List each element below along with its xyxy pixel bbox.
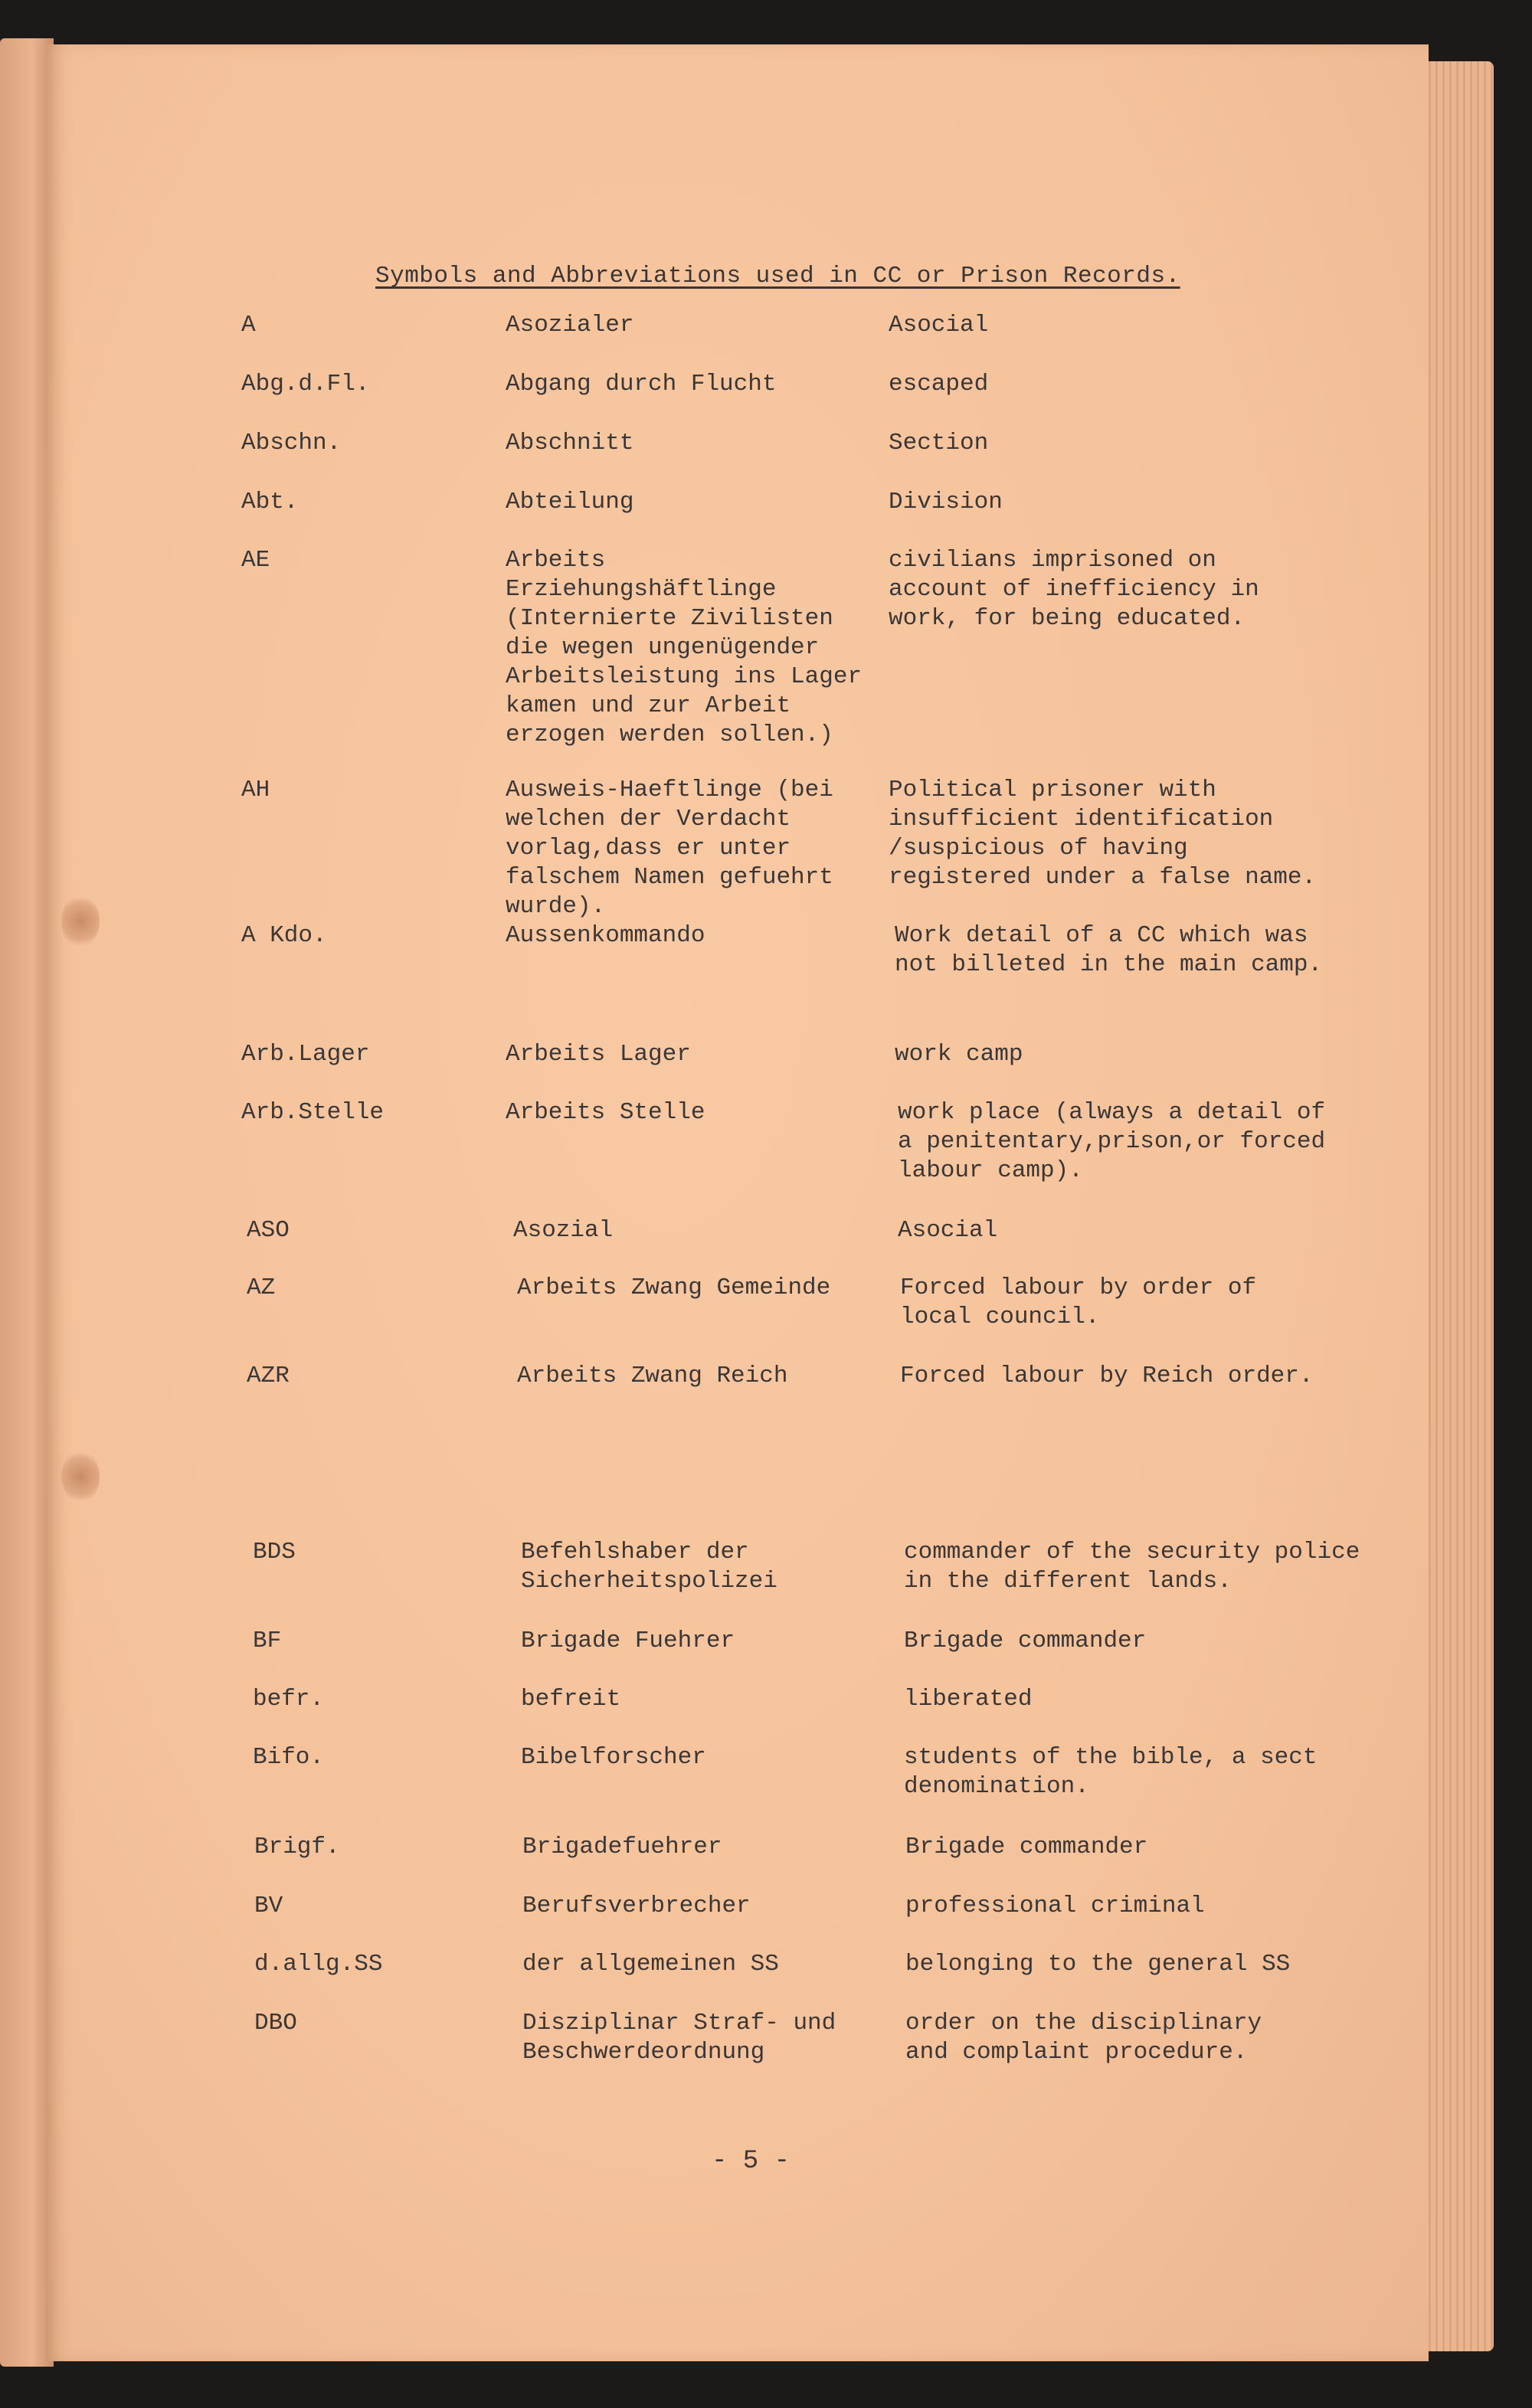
english-translation: work camp (895, 1041, 1023, 1068)
abbreviation: BDS (253, 1539, 296, 1566)
english-translation: Asocial (898, 1217, 998, 1244)
german-term: Berufsverbrecher (522, 1893, 751, 1919)
abbreviation: d.allg.SS (254, 1951, 383, 1978)
abbreviation: BF (253, 1628, 282, 1654)
abbreviation: Abt. (241, 489, 299, 515)
english-translation: professional criminal (905, 1893, 1205, 1919)
german-term: Arbeits Zwang Gemeinde (517, 1274, 831, 1301)
german-term: Brigade Fuehrer (521, 1628, 735, 1654)
english-translation: Forced labour by order of local council. (900, 1274, 1257, 1330)
abbreviation: AZR (247, 1363, 290, 1389)
document-title: Symbols and Abbreviations used in CC or Prison Records. (375, 263, 1180, 290)
abbreviation: A Kdo. (241, 922, 327, 949)
abbreviation: BV (254, 1893, 283, 1919)
abbreviation: AZ (247, 1274, 276, 1301)
german-term: Asozial (513, 1217, 614, 1244)
abbreviation: befr. (253, 1686, 325, 1713)
english-translation: liberated (904, 1686, 1033, 1713)
german-term: Arbeits Lager (506, 1041, 691, 1068)
english-translation: escaped (889, 371, 989, 398)
page-number: - 5 - (711, 2147, 791, 2176)
english-translation: Work detail of a CC which was not billeted in the main camp. (895, 922, 1323, 978)
english-translation: students of the bible, a sect denomination. (904, 1744, 1318, 1800)
abbreviation: Arb.Lager (241, 1041, 370, 1068)
abbreviation: DBO (254, 2010, 297, 2037)
english-translation: Division (889, 489, 1003, 515)
english-translation: Political prisoner with insufficient identification /suspicious of having registered under a false name. (889, 777, 1317, 891)
abbreviation: Abg.d.Fl. (241, 371, 370, 398)
german-term: Abschnitt (506, 430, 634, 456)
german-term: Asozialer (506, 312, 634, 339)
german-term: Arbeits Zwang Reich (517, 1363, 788, 1389)
document-page (46, 44, 1429, 2361)
abbreviation: Brigf. (254, 1834, 340, 1860)
english-translation: Section (889, 430, 989, 456)
abbreviation: Arb.Stelle (241, 1099, 385, 1126)
german-term: Befehlshaber der Sicherheitspolizei (521, 1539, 777, 1595)
german-term: Arbeits Stelle (506, 1099, 705, 1126)
english-translation: commander of the security police in the different lands. (904, 1539, 1360, 1595)
binding-hole-top (61, 895, 100, 948)
english-translation: belonging to the general SS (905, 1951, 1291, 1978)
german-term: Arbeits Erziehungshäftlinge (Internierte Zivilisten die wegen ungenügender Arbeitsleistung ins Lager kamen und zur Arbeit erzogen werden sollen.) (506, 547, 863, 748)
english-translation: Brigade commander (904, 1628, 1147, 1654)
abbreviation: AH (241, 777, 270, 803)
page-stack-edge (1417, 61, 1494, 2351)
english-translation: Brigade commander (905, 1834, 1148, 1860)
english-translation: order on the disciplinary and complaint procedure. (905, 2010, 1262, 2066)
abbreviation: AE (241, 547, 270, 574)
binding-hole-bottom (61, 1450, 100, 1503)
german-term: Ausweis-Haeftlinge (bei welchen der Verdacht vorlag,dass er unter falschem Namen gefuehrt wurde). (506, 777, 833, 920)
english-translation: civilians imprisoned on account of inefficiency in work, for being educated. (889, 547, 1259, 632)
abbreviation: Abschn. (241, 430, 342, 456)
english-translation: Asocial (889, 312, 989, 339)
abbreviation: A (241, 312, 256, 339)
german-term: der allgemeinen SS (522, 1951, 779, 1978)
english-translation: work place (always a detail of a penitentary,prison,or forced labour camp). (898, 1099, 1326, 1184)
german-term: Disziplinar Straf- und Beschwerdeordnung (522, 2010, 836, 2066)
german-term: Abteilung (506, 489, 634, 515)
german-term: Brigadefuehrer (522, 1834, 722, 1860)
german-term: Abgang durch Flucht (506, 371, 777, 398)
german-term: befreit (521, 1686, 621, 1713)
abbreviation: Bifo. (253, 1744, 325, 1771)
english-translation: Forced labour by Reich order. (900, 1363, 1314, 1389)
german-term: Aussenkommando (506, 922, 705, 949)
german-term: Bibelforscher (521, 1744, 706, 1771)
abbreviation: ASO (247, 1217, 290, 1244)
